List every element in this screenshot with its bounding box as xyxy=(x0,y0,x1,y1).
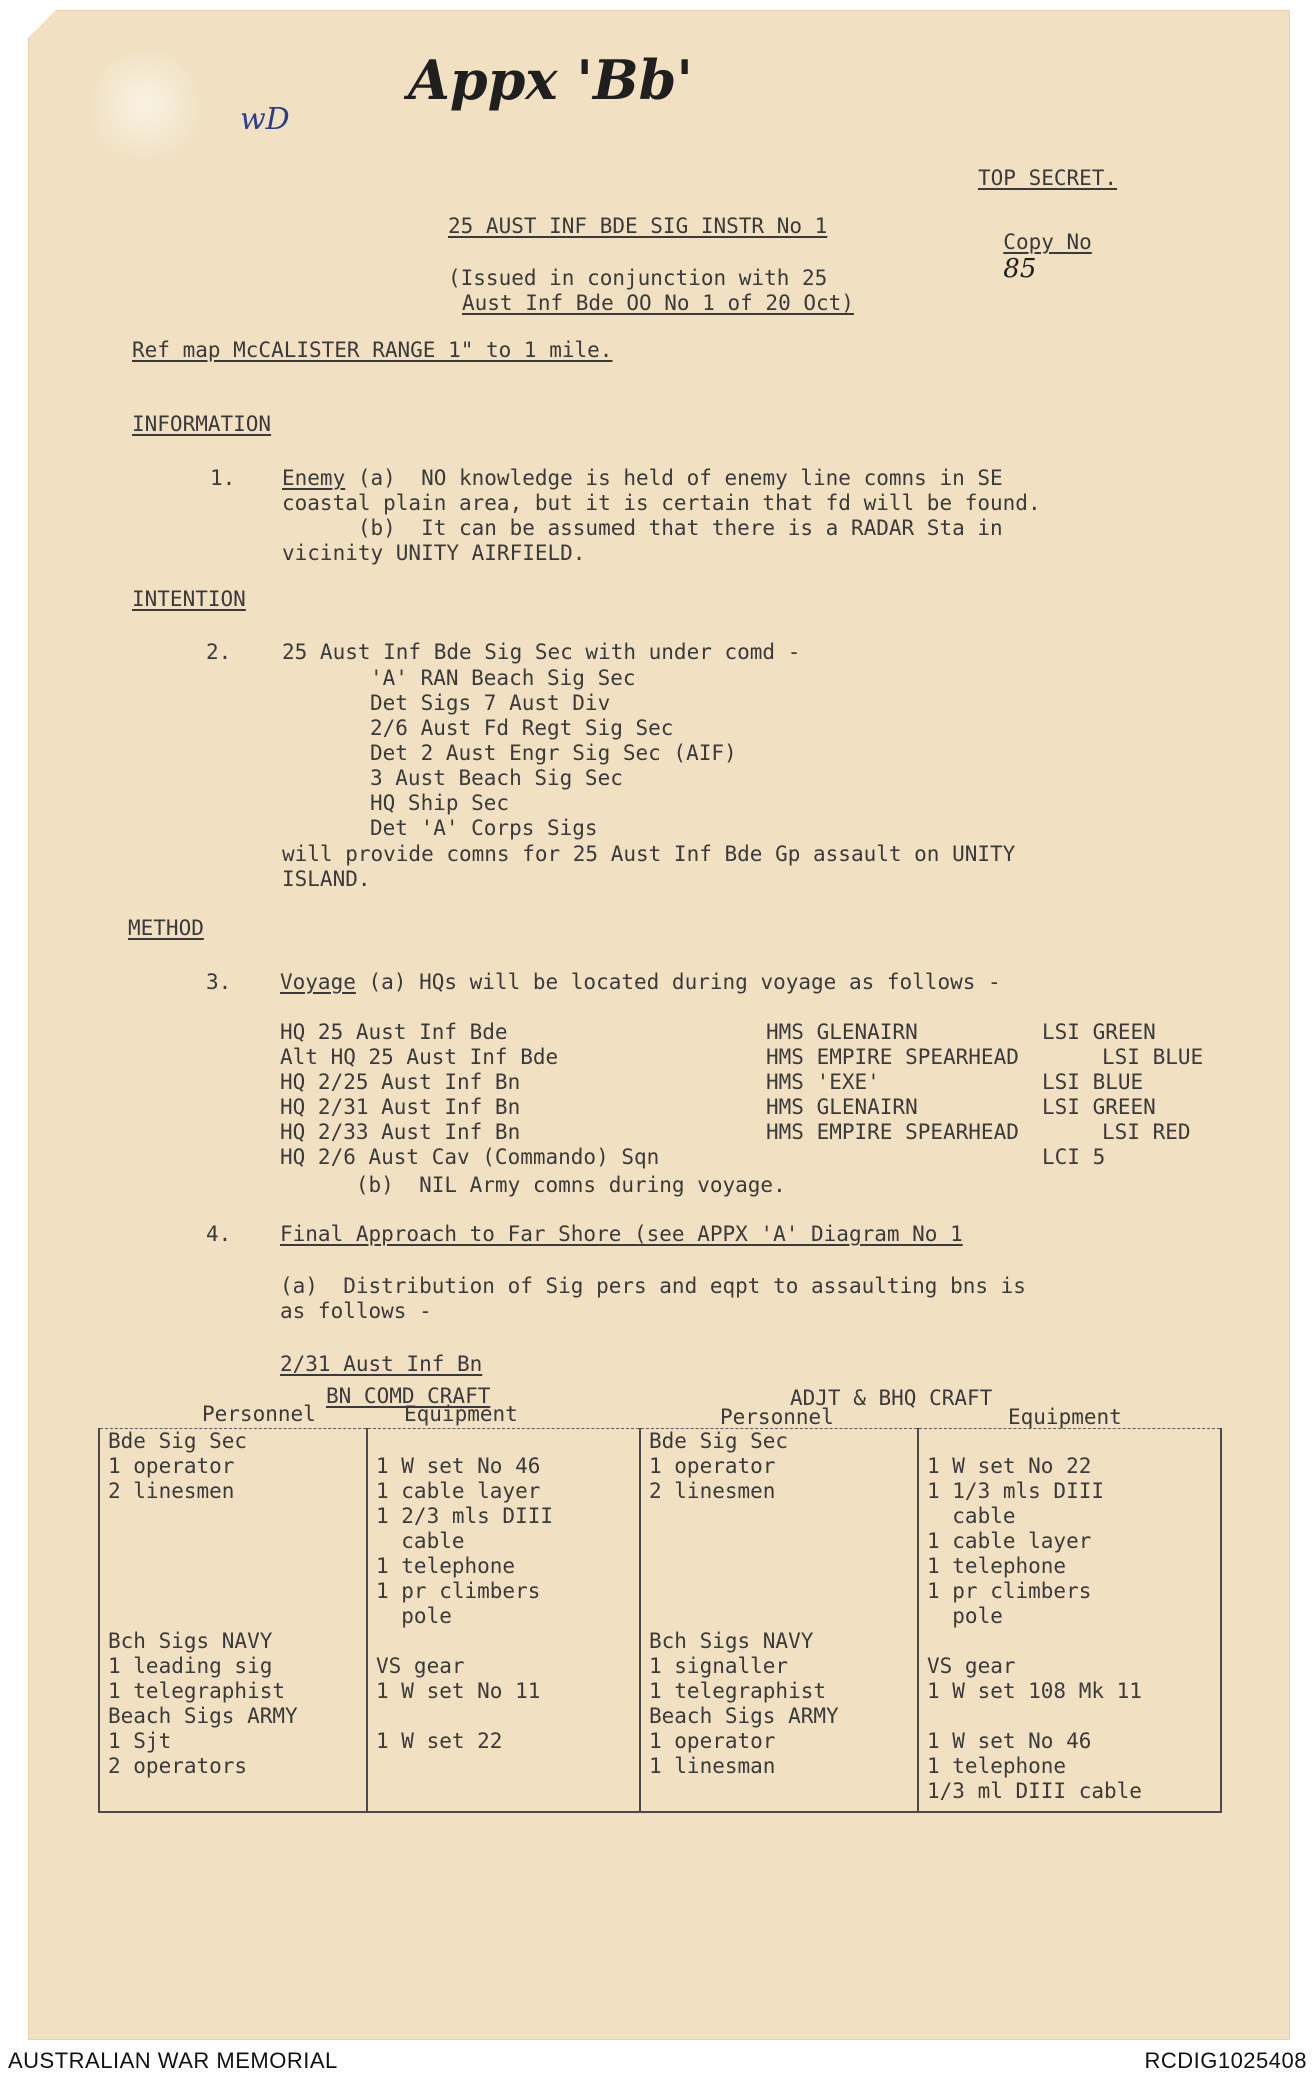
para2-lead: 25 Aust Inf Bde Sig Sec with under comd - xyxy=(282,640,801,664)
voyage-row-4-ship: HMS GLENAIRN xyxy=(766,1095,918,1119)
initials-annotation: wD xyxy=(240,102,290,137)
voyage-row-3-ship: HMS 'EXE' xyxy=(766,1070,880,1094)
section-method: METHOD xyxy=(128,916,204,940)
para3-lead: Voyage (a) HQs will be located during voyage as follows - xyxy=(280,970,1001,994)
faded-stamp xyxy=(90,50,200,170)
right-equipment-heading: Equipment xyxy=(1008,1405,1122,1429)
para2-close-1: will provide comns for 25 Aust Inf Bde Gp assault on UNITY xyxy=(282,842,1016,866)
voyage-row-2-ship: HMS EMPIRE SPEARHEAD xyxy=(766,1045,1019,1069)
para2-unit-4: Det 2 Aust Engr Sig Sec (AIF) xyxy=(370,741,737,765)
subtitle-line-1: (Issued in conjunction with 25 xyxy=(448,266,828,290)
left-personnel-cell: Bde Sig Sec 1 operator 2 linesmen Bch Sigs NAVY 1 leading sig 1 telegraphist Beach Sigs ARMY 1 Sjt 2 operators xyxy=(99,1429,367,1813)
para4-title: Final Approach to Far Shore (see APPX 'A' Diagram No 1 xyxy=(280,1222,963,1246)
para4-unit: 2/31 Aust Inf Bn xyxy=(280,1352,483,1376)
voyage-row-1-hq: HQ 25 Aust Inf Bde xyxy=(280,1020,508,1044)
section-information: INFORMATION xyxy=(132,412,272,436)
para2-unit-3: 2/6 Aust Fd Regt Sig Sec xyxy=(370,716,674,740)
subtitle-line-2: Aust Inf Bde OO No 1 of 20 Oct) xyxy=(462,291,854,315)
voyage-row-4-craft: LSI GREEN xyxy=(1042,1095,1156,1119)
classification-label: TOP SECRET. xyxy=(978,166,1118,190)
appendix-annotation: Appx 'Bb' xyxy=(408,48,693,112)
left-equipment-heading: Equipment xyxy=(404,1402,518,1426)
right-personnel-cell: Bde Sig Sec 1 operator 2 linesmen Bch Sigs NAVY 1 signaller 1 telegraphist Beach Sigs ARMY 1 operator 1 linesman xyxy=(640,1429,918,1813)
voyage-row-6-craft: LCI 5 xyxy=(1042,1145,1106,1169)
copy-no-label: Copy No xyxy=(1003,230,1092,254)
para3-b: (b) NIL Army comns during voyage. xyxy=(280,1173,786,1197)
para2-unit-1: 'A' RAN Beach Sig Sec xyxy=(370,666,636,690)
footer-archive-name: AUSTRALIAN WAR MEMORIAL xyxy=(8,2048,338,2073)
para1-label: Enemy xyxy=(282,466,346,490)
adjt-craft-heading: ADJT & BHQ CRAFT xyxy=(790,1386,993,1410)
para1-line-3: (b) It can be assumed that there is a RADAR Sta in xyxy=(282,516,1003,540)
voyage-row-5-ship: HMS EMPIRE SPEARHEAD xyxy=(766,1120,1019,1144)
table-row xyxy=(99,1429,1221,1813)
para4-a-line-1: (a) Distribution of Sig pers and eqpt to assaulting bns is xyxy=(280,1274,1026,1298)
ref-map: Ref map McCALISTER RANGE 1" to 1 mile. xyxy=(132,338,613,362)
para3-label: Voyage xyxy=(280,970,356,994)
para3-number: 3. xyxy=(206,970,232,994)
para4-a-line-2: as follows - xyxy=(280,1299,432,1323)
para2-unit-6: HQ Ship Sec xyxy=(370,791,510,815)
copy-number xyxy=(978,206,1092,284)
copy-no-value: 85 xyxy=(1003,254,1037,284)
voyage-row-3-craft: LSI BLUE xyxy=(1042,1070,1144,1094)
left-equipment-cell: 1 W set No 46 1 cable layer 1 2/3 mls DIII cable 1 telephone 1 pr climbers pole VS gear 1 W set No 11 1 W set 22 xyxy=(367,1429,640,1813)
voyage-row-1-craft: LSI GREEN xyxy=(1042,1020,1156,1044)
page-fold-corner xyxy=(28,10,56,38)
document-title: 25 AUST INF BDE SIG INSTR No 1 xyxy=(448,214,828,238)
para2-unit-5: 3 Aust Beach Sig Sec xyxy=(370,766,623,790)
para2-close-2: ISLAND. xyxy=(282,867,371,891)
voyage-row-2-craft: LSI BLUE xyxy=(1102,1045,1204,1069)
voyage-row-2-hq: Alt HQ 25 Aust Inf Bde xyxy=(280,1045,559,1069)
right-personnel-heading: Personnel xyxy=(720,1405,834,1429)
para2-unit-2: Det Sigs 7 Aust Div xyxy=(370,691,611,715)
voyage-row-1-ship: HMS GLENAIRN xyxy=(766,1020,918,1044)
para4-number: 4. xyxy=(206,1222,232,1246)
voyage-row-3-hq: HQ 2/25 Aust Inf Bn xyxy=(280,1070,521,1094)
para1-line-1: Enemy (a) NO knowledge is held of enemy line comns in SE xyxy=(282,466,1003,490)
para1-line-2: coastal plain area, but it is certain that fd will be found. xyxy=(282,491,1041,515)
bn-comd-craft-heading: BN COMD CRAFT xyxy=(326,1384,491,1408)
para2-unit-7: Det 'A' Corps Sigs xyxy=(370,816,598,840)
footer-record-id: RCDIG1025408 xyxy=(1144,2048,1307,2073)
signals-distribution-table xyxy=(98,1428,1222,1813)
voyage-row-4-hq: HQ 2/31 Aust Inf Bn xyxy=(280,1095,521,1119)
voyage-row-6-hq: HQ 2/6 Aust Cav (Commando) Sqn xyxy=(280,1145,660,1169)
right-equipment-cell: 1 W set No 22 1 1/3 mls DIII cable 1 cable layer 1 telephone 1 pr climbers pole VS gear 1 W set 108 Mk 11 1 W set No 46 1 telephone 1/3 ml DIII cable xyxy=(918,1429,1221,1813)
para2-number: 2. xyxy=(206,640,232,664)
section-intention: INTENTION xyxy=(132,587,246,611)
voyage-row-5-hq: HQ 2/33 Aust Inf Bn xyxy=(280,1120,521,1144)
left-personnel-heading: Personnel xyxy=(202,1402,316,1426)
para1-number: 1. xyxy=(210,466,236,490)
voyage-row-5-craft: LSI RED xyxy=(1102,1120,1191,1144)
para1-line-4: vicinity UNITY AIRFIELD. xyxy=(282,541,586,565)
